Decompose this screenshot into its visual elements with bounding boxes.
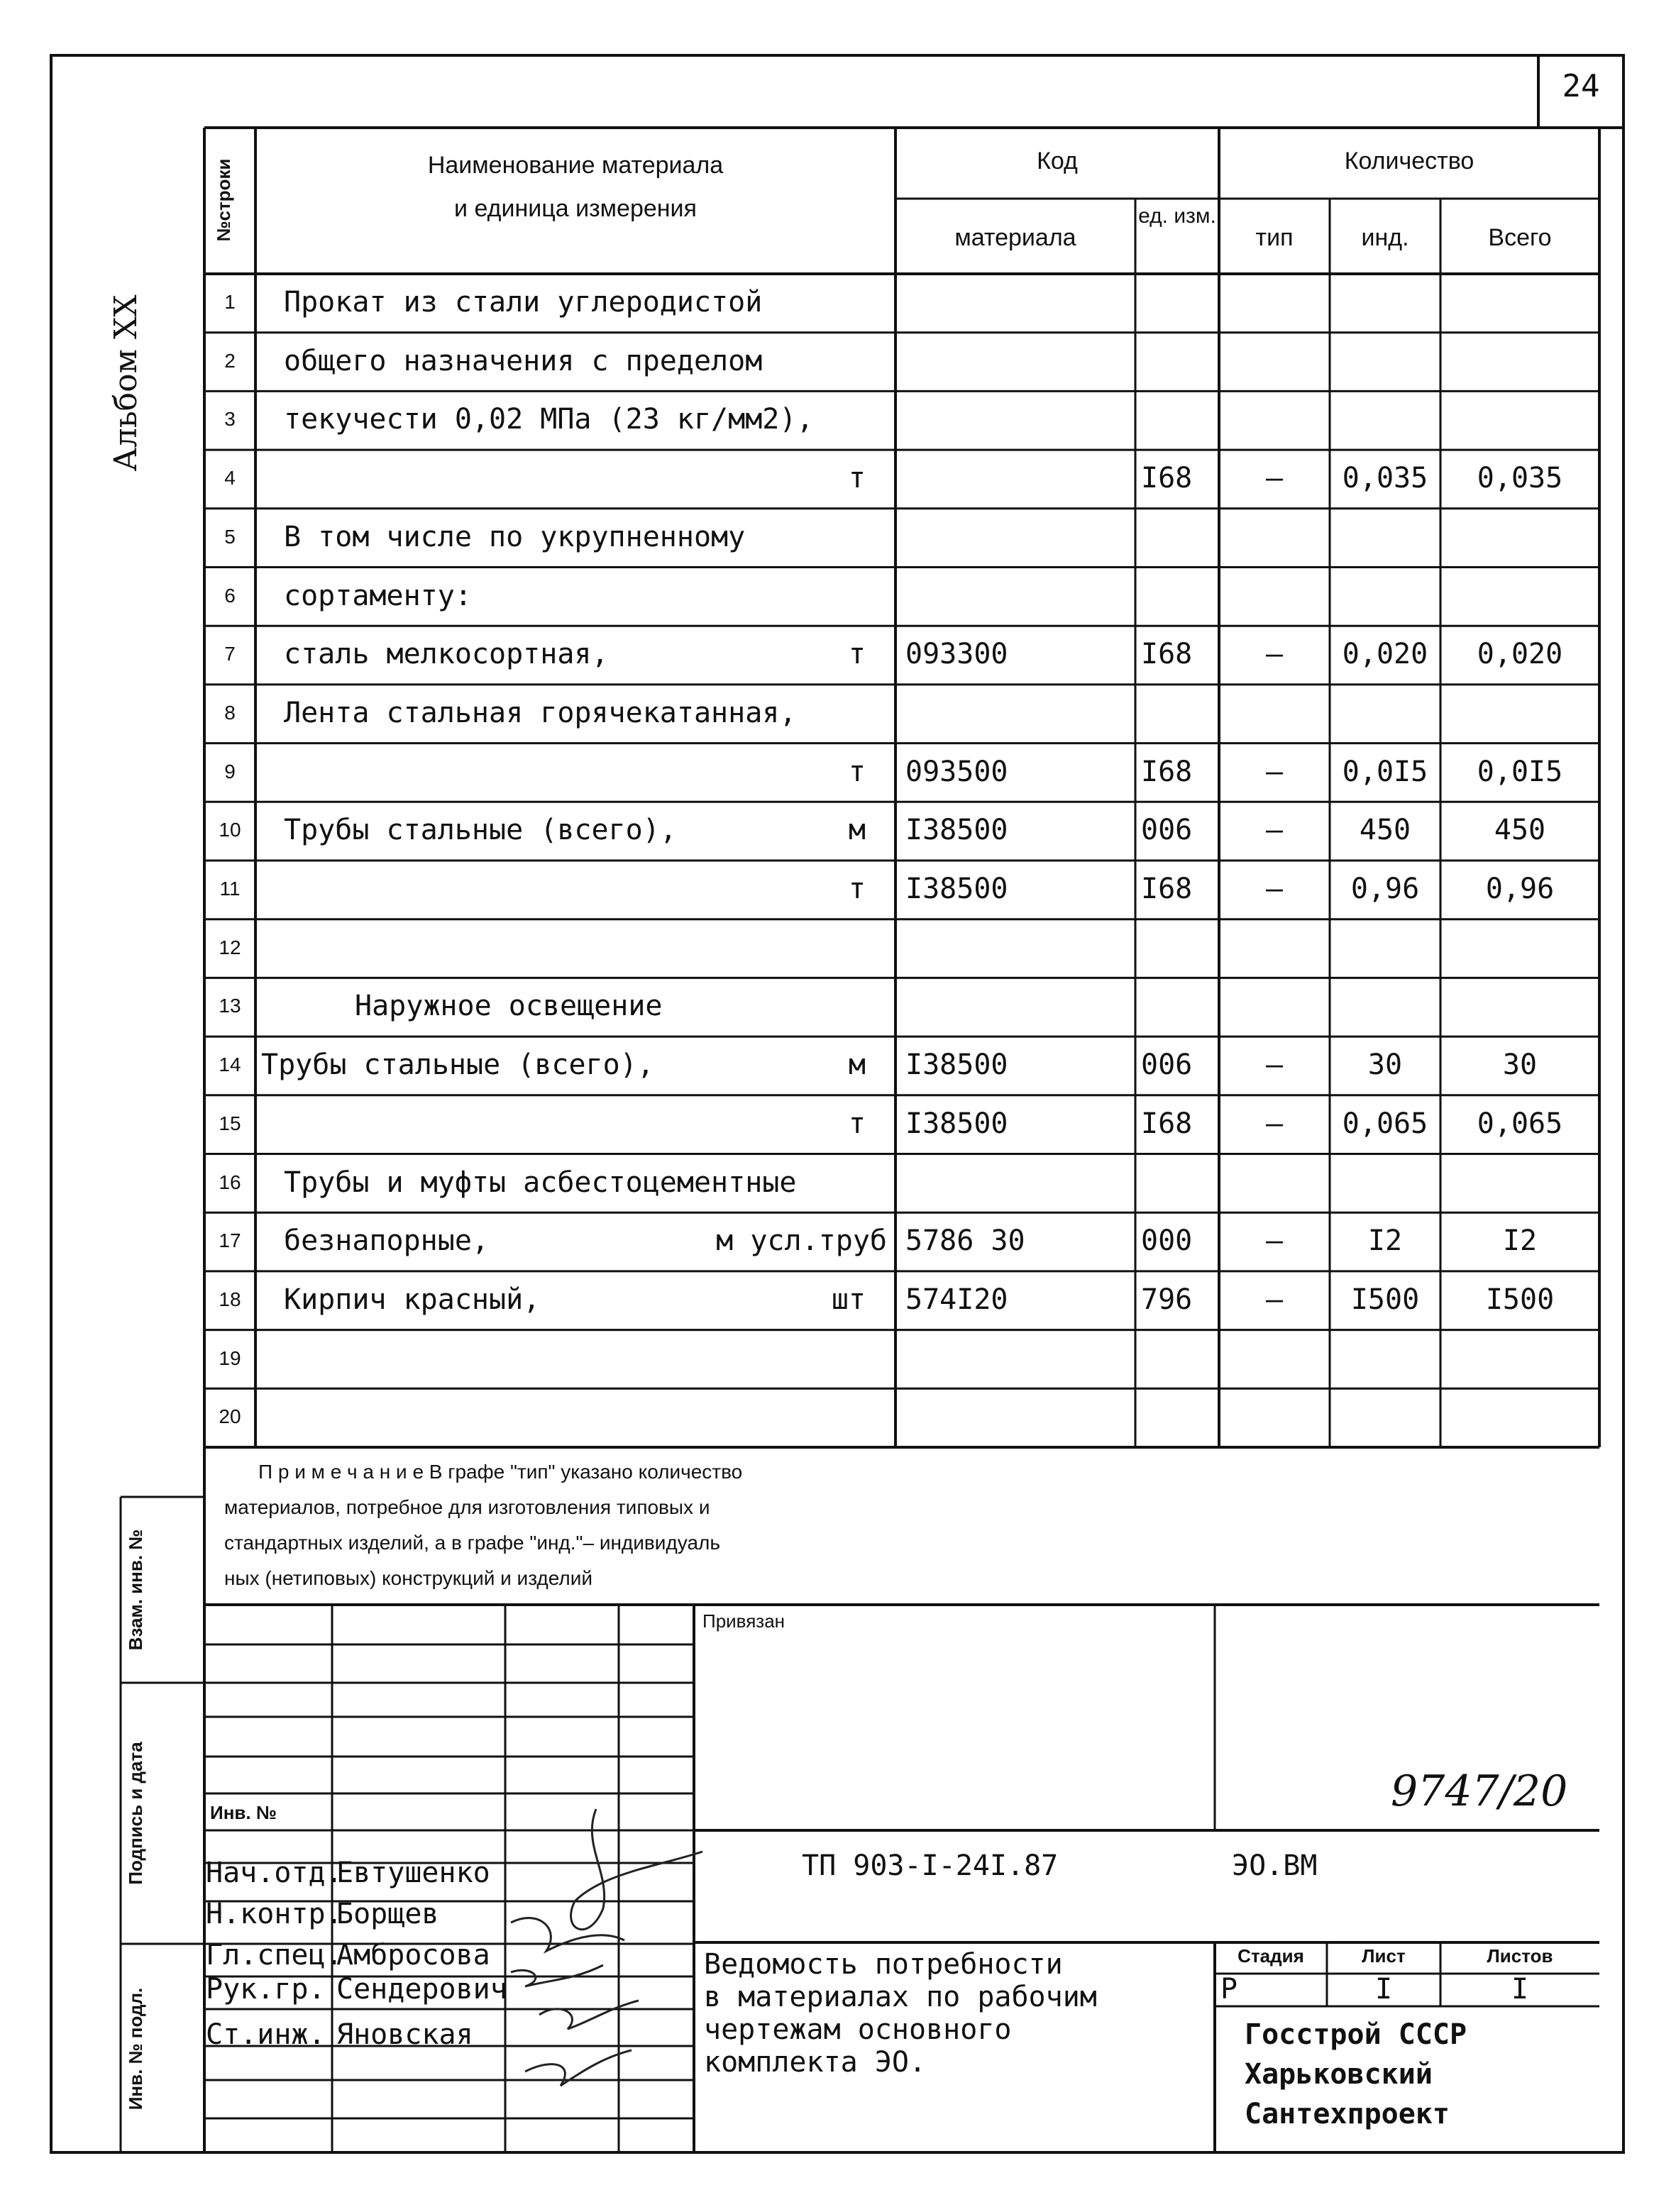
qty-total: 450 [1494, 814, 1546, 847]
row-number: 5 [224, 525, 236, 548]
qty-ind: 0,0I5 [1342, 755, 1428, 788]
title-line-1: Ведомость потребности [704, 1948, 1063, 1981]
qty-ind: 450 [1359, 814, 1411, 847]
title-line-4: комплекта ЭО. [704, 2046, 927, 2079]
row-number: 15 [219, 1112, 241, 1134]
organization [1245, 2015, 1467, 2134]
qty-ind: I500 [1350, 1283, 1420, 1316]
qty-total: 0,96 [1485, 873, 1555, 905]
row-number: 12 [219, 936, 241, 958]
sheet-value: I [1374, 1973, 1393, 2006]
material-code: I38500 [905, 814, 1008, 847]
signatory-name: Евтушенко [336, 1857, 490, 1889]
note [224, 1454, 1360, 1596]
header-quantity: Количество [1344, 148, 1474, 175]
unit-code: I68 [1141, 462, 1193, 495]
qty-total: 0,065 [1477, 1107, 1563, 1140]
org-line-3: Сантехпроект [1245, 2098, 1450, 2130]
qty-type: – [1265, 755, 1284, 788]
qty-total: 0,035 [1477, 462, 1563, 495]
qty-type: – [1265, 1224, 1284, 1258]
note-line-4: ных (нетиповых) конструкций и изделий [224, 1567, 593, 1589]
header-name-line-2: и единица измерения [454, 194, 697, 222]
material-name: Трубы и муфты асбестоцементные [284, 1166, 797, 1199]
sheet-label: Лист [1362, 1945, 1406, 1967]
side-label-signature-date: Подпись и дата [125, 1742, 146, 1885]
unit-code: 000 [1141, 1224, 1193, 1258]
material-unit: т [848, 1107, 866, 1140]
material-unit: м усл.труб [716, 1224, 887, 1258]
material-unit: т [848, 755, 866, 788]
qty-total: 0,0I5 [1477, 755, 1563, 788]
unit-code: 006 [1141, 814, 1193, 847]
qty-ind: 0,065 [1342, 1107, 1428, 1140]
sheet-code: ЭО.ВМ [1232, 1849, 1318, 1882]
material-name: текучести 0,02 МПа (23 кг/мм2), [284, 403, 814, 436]
material-unit: т [848, 638, 866, 671]
qty-type: – [1265, 873, 1284, 905]
row-number: 6 [224, 584, 236, 607]
handwritten-number: 9747/20 [1391, 1766, 1568, 1816]
inv-no-label: Инв. № [210, 1802, 277, 1823]
header-code-material: материала [954, 224, 1076, 251]
row-number: 2 [224, 349, 236, 372]
signatory-name: Борщев [336, 1898, 439, 1930]
material-name: сталь мелкосортная, [284, 638, 609, 671]
qty-type: – [1265, 1049, 1284, 1082]
material-name: Наружное освещение [355, 990, 663, 1023]
row-number: 8 [224, 701, 236, 724]
note-line-1: П р и м е ч а н и е В графе "тип" указано количество [258, 1461, 743, 1483]
document-title [704, 1948, 1097, 2079]
material-name: Трубы стальные (всего), [261, 1049, 654, 1082]
header-qty-total: Всего [1488, 224, 1552, 251]
material-code: 574I20 [905, 1283, 1008, 1316]
qty-type: – [1265, 1107, 1284, 1140]
material-name: Лента стальная горячекатанная, [284, 696, 797, 729]
title-line-2: в материалах по рабочим [704, 1981, 1097, 2013]
side-label-inv-original: Инв. № подл. [125, 1987, 146, 2111]
unit-code: I68 [1141, 755, 1193, 788]
material-code: 5786 30 [905, 1224, 1025, 1258]
org-line-1: Госстрой СССР [1245, 2018, 1467, 2051]
header-row-number: №строки [213, 158, 234, 242]
header-qty-type: тип [1255, 224, 1294, 251]
row-number: 14 [219, 1054, 241, 1076]
qty-type: – [1265, 814, 1284, 847]
signatory-name: Яновская [336, 2018, 473, 2051]
row-number: 17 [219, 1229, 241, 1252]
row-number: 4 [224, 467, 236, 490]
unit-code: I68 [1141, 1107, 1193, 1140]
header-name [255, 150, 895, 223]
org-line-2: Харьковский [1245, 2058, 1433, 2091]
signatory-name: Сендерович [336, 1973, 507, 2006]
material-unit: т [848, 462, 866, 495]
signatory-role: Н.контр. [206, 1898, 343, 1930]
qty-type: – [1265, 462, 1284, 495]
privyazan-label: Привязан [702, 1610, 785, 1632]
signatory-role: Рук.гр. [206, 1973, 326, 2006]
row-number: 1 [224, 291, 236, 313]
qty-ind: I2 [1367, 1224, 1403, 1258]
signatory-role: Нач.отд. [206, 1857, 343, 1889]
header-code-unit: ед. изм. [1138, 204, 1216, 228]
material-unit: м [848, 1049, 866, 1082]
material-name: безнапорные, [284, 1224, 489, 1258]
qty-ind: 0,96 [1350, 873, 1420, 905]
row-number: 3 [224, 408, 236, 431]
row-number: 13 [219, 995, 241, 1017]
sheets-label: Листов [1487, 1945, 1553, 1967]
material-name: Кирпич красный, [284, 1283, 541, 1316]
sheets-value: I [1511, 1973, 1529, 2006]
signature-scribbles [497, 1788, 710, 2107]
row-number: 19 [219, 1346, 241, 1369]
unit-code: 006 [1141, 1049, 1193, 1082]
material-name: общего назначения с пределом [284, 344, 763, 377]
material-code: I38500 [905, 873, 1008, 905]
qty-ind: 0,020 [1342, 638, 1428, 671]
material-name: Трубы стальные (всего), [284, 814, 677, 847]
material-code: 093300 [905, 638, 1008, 671]
unit-code: I68 [1141, 873, 1193, 905]
qty-type: – [1265, 638, 1284, 671]
header-code: Код [1037, 148, 1078, 175]
stage-value: Р [1220, 1973, 1238, 2006]
qty-total: 0,020 [1477, 638, 1563, 671]
qty-total: I2 [1502, 1224, 1538, 1258]
material-code: I38500 [905, 1107, 1008, 1140]
note-line-3: стандартных изделий, а в графе "инд."– индивидуаль [224, 1532, 720, 1554]
material-name: Прокат из стали углеродистой [284, 286, 763, 319]
unit-code: 796 [1141, 1283, 1193, 1316]
material-unit: шт [831, 1283, 866, 1316]
material-code: 093500 [905, 755, 1008, 788]
row-number: 18 [219, 1288, 241, 1310]
header-name-line-1: Наименование материала [427, 152, 724, 179]
row-number: 9 [224, 760, 236, 783]
signatory-name: Амбросова [336, 1939, 490, 1972]
unit-code: I68 [1141, 638, 1193, 671]
material-unit: м [848, 814, 866, 847]
material-unit: т [848, 873, 866, 905]
material-code: I38500 [905, 1049, 1008, 1082]
row-number: 16 [219, 1171, 241, 1193]
page-number: 24 [1562, 68, 1600, 104]
side-label-vzam: Взам. инв. № [125, 1529, 146, 1651]
qty-ind: 0,035 [1342, 462, 1428, 495]
header-qty-ind: инд. [1361, 224, 1409, 251]
designation: ТП 903-I-24I.87 [802, 1849, 1059, 1882]
qty-total: I500 [1485, 1283, 1555, 1316]
signatory-role: Ст.инж. [206, 2018, 326, 2051]
signatory-role: Гл.спец. [206, 1939, 343, 1972]
title-line-3: чертежам основного [704, 2013, 1012, 2046]
qty-ind: 30 [1367, 1049, 1403, 1082]
qty-total: 30 [1502, 1049, 1538, 1082]
material-name: сортаменту: [284, 579, 472, 612]
row-number: 20 [219, 1405, 241, 1428]
row-number: 7 [224, 643, 236, 665]
album-label: Альбом ХХ [108, 294, 144, 472]
material-name: В том числе по укрупненному [284, 520, 746, 553]
row-number: 11 [219, 878, 241, 900]
qty-type: – [1265, 1283, 1284, 1316]
row-number: 10 [219, 819, 241, 841]
stage-label: Стадия [1237, 1945, 1304, 1967]
note-line-2: материалов, потребное для изготовления типовых и [224, 1496, 710, 1518]
